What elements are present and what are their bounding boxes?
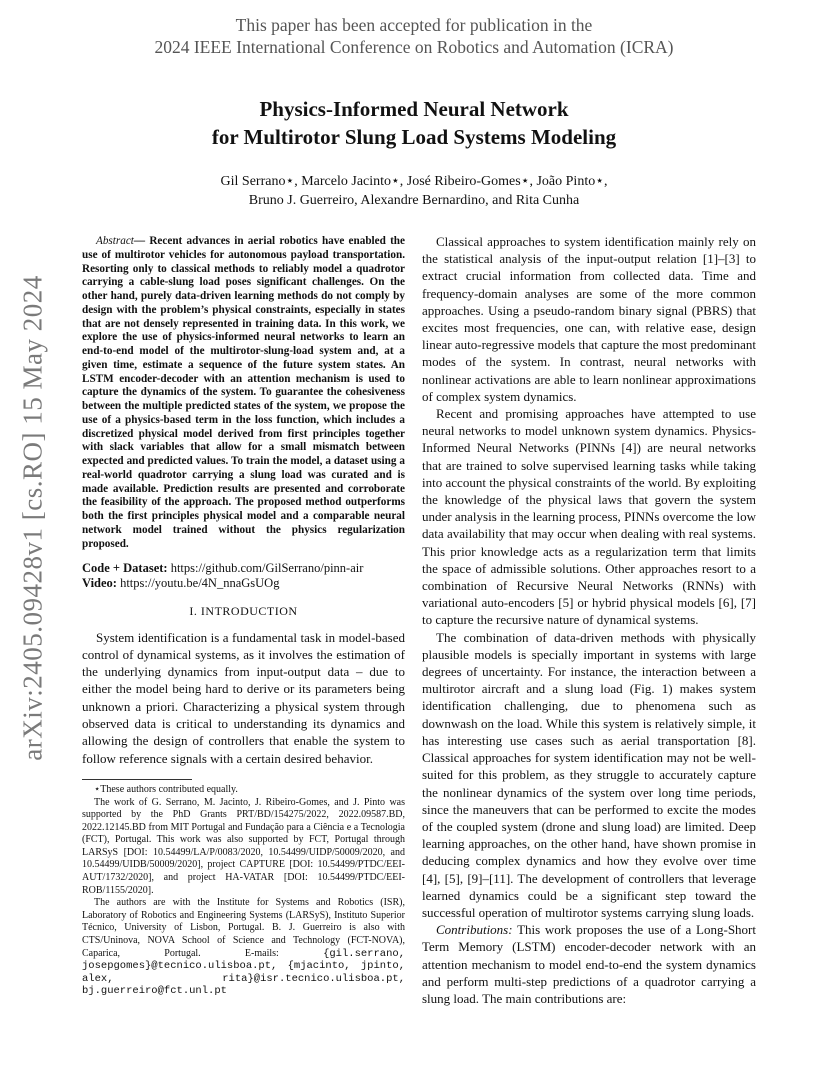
author-list xyxy=(0,172,828,210)
code-link[interactable]: https://github.com/GilSerrano/pinn-air xyxy=(170,561,364,576)
section-heading-introduction: I. INTRODUCTION xyxy=(189,604,298,619)
contributions-label: Contributions: xyxy=(436,922,513,938)
footnote-funding: The work of G. Serrano, M. Jacinto, J. Ribeiro-Gomes, and J. Pinto was supported by the PhD Grants PRT/BD/154275/2022, 2022.09587.BD, 2022.12145.BD from MIT Portugal and Fundação para a Ciência e a Tecnologia (FCT), Portugal. This work was also supported by FCT, Portugal through LARSyS [DOI: 10.54499/LA/P/0083/2020, 10.54499/UIDP/50009/2020, and 10.54499/UIDB/50009/2020], project CAPTURE [DOI: 10.54499/PTDC/EEI-AUT/1732/2020], and project HA-VATAR [DOI: 10.54499/PTDC/EEI-ROB/1155/2020]. xyxy=(82,796,405,896)
footnote-divider xyxy=(82,779,192,780)
intro-paragraph-1: System identification is a fundamental task in model-based control of dynamical systems, as it involves the estimation of the underlying dynamics from input-output data – due to either the model being hard to derive or its parameters being unknown a priori. Characterizing a physical system through observed data is critical to understanding its dynamics and allowing the design of controllers that enable the system to follow reference signals with a certain desired behavior. xyxy=(82,629,405,766)
abstract xyxy=(82,235,405,551)
publication-banner xyxy=(0,14,828,58)
paper-title xyxy=(0,95,828,151)
arxiv-stamp xyxy=(17,275,48,761)
right-column xyxy=(422,233,756,1007)
authors-line-1: Gil Serrano⋆, Marcelo Jacinto⋆, José Ribeiro-Gomes⋆, João Pinto⋆, xyxy=(220,174,608,189)
title-line-2: for Multirotor Slung Load Systems Modeling xyxy=(211,125,617,149)
abstract-label: Abstract xyxy=(96,235,134,247)
intro-paragraph-4: The combination of data-driven methods with physically plausible models is specially important in systems with large degrees of uncertainty. For instance, the interaction between a multirotor aircraft and a slung load (Fig. 1) makes system identification challenging, due to phenomena such as downwash on the load. While this system is relatively simple, it has interesting use cases such as aerial transportation [8]. Classical approaches for system identification may not be well-suited for this problem, as they struggle to accurately capture the nonlinear dynamics of the system over long time periods, since the maneuvers that can be performed to excite the modes of the coupled system (drone and slung load) are limited. Deep learning approaches, on the other hand, have shown promise in deducing complex dynamics and how they evolve over time [4], [5], [9]–[11]. The development of controllers that leverage learned dynamics could be a significant step toward the successful operation of multirotor systems carrying slung loads. xyxy=(422,629,756,920)
resource-links xyxy=(82,561,405,591)
footnote-affiliation xyxy=(82,897,405,998)
left-column xyxy=(82,235,405,998)
affiliation-text: The authors are with the Institute for Systems and Robotics (ISR), Laboratory of Robotics and Engineering Systems (LARSyS), Instituto Superior Técnico, University of Lisbon, Portugal. B. J. Guerreiro is also with CTS/Uninova, NOVA School of Science and Technology (FCT-NOVA), Caparica, Portugal. E-mails: xyxy=(82,897,405,959)
banner-line-2: 2024 IEEE International Conference on Robotics and Automation (ICRA) xyxy=(154,37,674,57)
intro-paragraph-3: Recent and promising approaches have attempted to use neural networks to model unknown system dynamics. Physics-Informed Neural Networks (PINNs [4]) are neural networks that are trained to solve supervised learning tasks while taking into account the physical constraints of the world. By exploiting the knowledge of the physical laws that govern the system under analysis in the learning process, PINNs overcome the low data availability that may occur when dealing with real systems. This prior knowledge acts as a regularization term that limits the space of admissible solutions. Other approaches resort to a combination of Recursive Neural Networks (RNNs) with variational auto-encoders [5] or hybrid physical models [6], [7] to capture the recursive nature of dynamical systems. xyxy=(422,406,756,628)
title-line-1: Physics-Informed Neural Network xyxy=(259,97,569,121)
contributions-paragraph xyxy=(422,921,756,1007)
footnote-equal-contribution: ⋆These authors contributed equally. xyxy=(94,783,238,795)
video-link[interactable]: https://youtu.be/4N_nnaGsUOg xyxy=(120,576,280,591)
video-label: Video: xyxy=(82,576,117,591)
contributions-text: This work proposes the use of a Long-Short Term Memory (LSTM) encoder-decoder network with an attention mechanism to model end-to-end the system dynamics and perform multi-step predictions of a quadrotor carrying a slung load. The main contributions are: xyxy=(422,922,756,1006)
author-emails: {gil.serrano, josepgomes}@tecnico.ulisboa.pt, {mjacinto, jpinto, alex, rita}@isr.tecnico.ulisboa.pt, bj.guerreiro@fct.unl.pt xyxy=(82,947,405,998)
banner-line-1: This paper has been accepted for publication in the xyxy=(235,15,593,35)
code-label: Code + Dataset: xyxy=(82,561,168,576)
abstract-text: — Recent advances in aerial robotics have enabled the use of multirotor vehicles for autonomous payload transportation. Resorting only to classical methods to reliably model a quadrotor carrying a cable-slung load poses significant challenges. On the other hand, purely data-driven learning methods do not comply by design with the problem’s physical constraints, especially in states that are not densely represented in training data. In this work, we explore the use of physics-informed neural networks to learn an end-to-end model of the multirotor-slung-load system and, at a given time, estimate a sequence of the future system states. An LSTM encoder-decoder with an attention mechanism is used to capture the dynamics of the system. To guarantee the cohesiveness between the multiple predicted states of the system, we propose the use of a physics-based term in the loss function, which includes a discretized physical model derived from first principles together with slack variables that allow for a small mismatch between expected and predicted values. To train the model, a dataset using a real-world quadrotor carrying a slung load was curated and is made available. Prediction results are presented and corroborate the feasibility of the approach. The proposed method outperforms both the first principles physical model and a comparable neural network model trained without the physics regularization proposed. xyxy=(82,235,405,550)
authors-line-2: Bruno J. Guerreiro, Alexandre Bernardino, and Rita Cunha xyxy=(248,193,580,208)
intro-paragraph-2: Classical approaches to system identification mainly rely on the statistical analysis of the input-output relation [1]–[3] to extract crucial information from collected data. Time and frequency-domain analyses are some of the more common approaches. Using a pseudo-random binary signal (PBRS) that excites most frequencies, one can, with relative ease, design linear auto-regressive models that capture the most predominant modes of the system. In contrast, neural networks with nonlinear activations are able to learn nonlinear approximations of complex system dynamics. xyxy=(422,234,756,404)
arxiv-stamp-text: arXiv:2405.09428v1 [cs.RO] 15 May 2024 xyxy=(17,275,48,761)
